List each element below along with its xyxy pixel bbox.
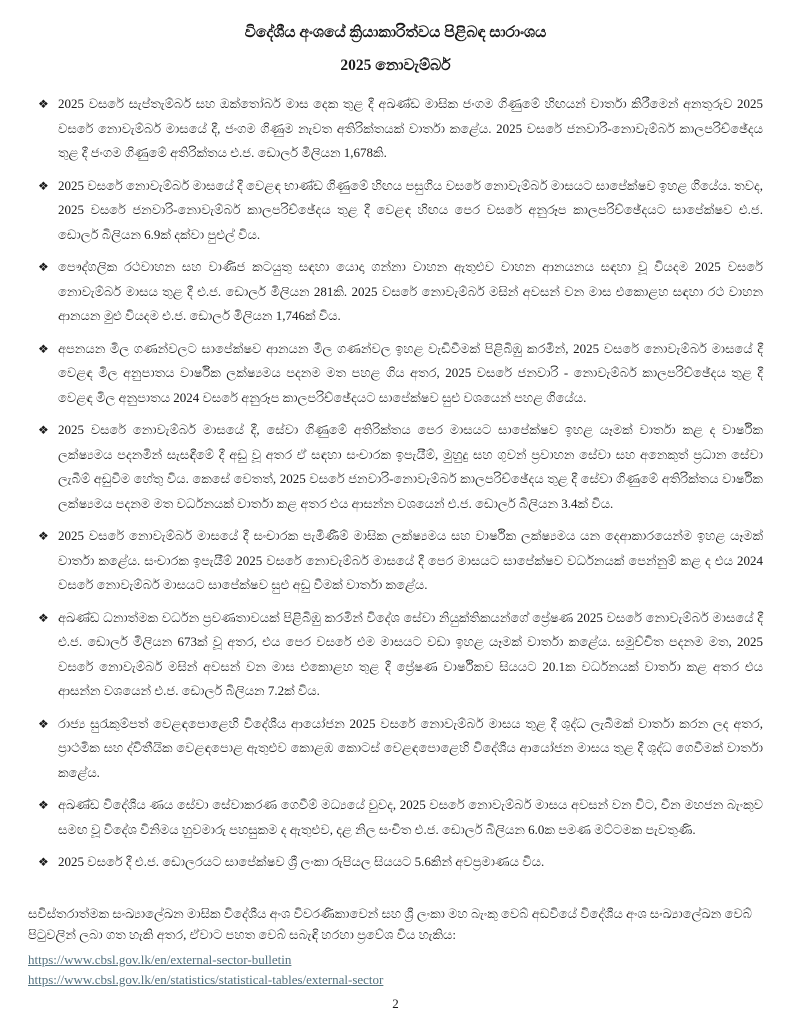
link-list (28, 950, 763, 990)
bullet-text: 2025 වසරේ නොවැම්බර් මාසයේ දී වෙළඳ භාණ්ඩ ගිණුමේ හිඟය පසුගිය වසරේ නොවැම්බර් මාසයට සාපේක්ෂව ඉහළ ගියේය. තවද, 2025 වසරේ ජනවාරි-නොවැම්බර් කාලපරිච්ඡේදය තුළ දී වෙළඳ හිඟය පෙර වසරේ අනුරූප කාලපරිච්ඡේදයට සාපේක්ෂව එ.ජ. ඩොලර් බිලියන 6.9ක් දක්වා පුළුල් විය. (58, 177, 763, 242)
page-subtitle: 2025 නොවැම්බර් (340, 57, 451, 74)
bullet-item (28, 174, 763, 248)
footer-note: සවිස්තරාත්මක සංඛ්‍යාලේඛන මාසික විදේශීය අංශ විවරණිකාවෙන් සහ ශ්‍රී ලංකා මහ බැංකු වෙබ් අඩවියේ විදේශීය අංශ සංඛ්‍යාලේඛන වෙබ් පිටුවලින් ලබා ගත හැකි අතර, ඒවාට පහත වෙබ් සබැඳි හරහා ප්‍රවේශ විය හැකිය: (28, 905, 752, 942)
diamond-bullet-icon: ❖ (38, 97, 49, 111)
external-sector-bulletin-link[interactable]: https://www.cbsl.gov.lk/en/external-sector-bulletin (28, 951, 292, 967)
bullet-text: පෞද්ගලික රථවාහන සහ වාණිජ කටයුතු සඳහා යොදා ගන්නා වාහන ඇතුළුව වාහන ආනයනය සඳහා වූ වියදම 2025 වසරේ නොවැම්බර් මාසය තුළ දී එ.ජ. ඩොලර් මිලියන 281කි. 2025 වසරේ නොවැම්බර් මසින් අවසන් වන මාස එකොළහ සඳහා රථ වාහන ආනයන මුළු වියදම එ.ජ. ඩොලර් මිලියන 1,746ක් විය. (58, 259, 763, 323)
bullet-item (28, 337, 763, 411)
bullet-text: 2025 වසරේ දී එ.ජ. ඩොලරයට සාපේක්ෂව ශ්‍රී ලංකා රුපියල සියයට 5.6කින් අවප්‍රමාණය විය. (58, 854, 545, 869)
page-title: විදේශීය අංශයේ ක්‍රියාකාරිත්වය පිළිබඳ සාරාංශය (244, 24, 547, 41)
bullet-item (28, 712, 763, 786)
bullet-item (28, 793, 763, 842)
bullet-text: 2025 වසරේ නොවැම්බර් මාසයේ දී, සේවා ගිණුමේ අතිරික්තය පෙර මාසයට සාපේක්ෂව ඉහළ යෑමක් වාර්තා කළ ද වාර්ෂික ලක්ෂ්‍යමය පදනමින් සැසඳීමේ දී අඩු වූ අතර ඒ සඳහා සංචාරක ඉපැයීම්, මුහුදු සහ ගුවන් ප්‍රවාහන සේවා සහ අනෙකුත් ප්‍රධාන සේවා ලැබීම් අඩුවීම හේතු විය. කෙසේ වෙතත්, 2025 වසරේ ජනවාරි-නොවැම්බර් කාලපරිච්ඡේදය තුළ දී සේවා ගිණුමේ අතිරික්තය වාර්ෂික ලක්ෂ්‍යමය පදනම මත වර්ධනයක් වාර්තා කළ අතර එය ආසන්න වශයෙන් එ.ජ. ඩොලර් බිලියන 3.4ක් විය. (58, 422, 763, 511)
bullet-text: අපනයන මිල ගණන්වලට සාපේක්ෂව ආනයන මිල ගණන්වල ඉහළ වැඩිවීමක් පිළිබිඹු කරමින්, 2025 වසරේ නොවැම්බර් මාසයේ දී වෙළඳ මිල අනුපාතය වාර්ෂික ලක්ෂ්‍යමය පදනම මත පහළ ගිය අතර, 2025 වසරේ ජනවාරි - නොවැම්බර් කාලපරිච්ඡේදය තුළ දී වෙළඳ මිල අනුපාතය 2024 වසරේ අනුරූප කාලපරිච්ඡේදයට සාපේක්ෂව සුළු වශයෙන් පහළ ගියේය. (58, 340, 763, 405)
diamond-bullet-icon: ❖ (38, 855, 49, 869)
bullet-item (28, 850, 763, 875)
diamond-bullet-icon: ❖ (38, 178, 49, 193)
bullet-item (28, 92, 763, 166)
diamond-bullet-icon: ❖ (38, 610, 49, 625)
bullet-list (28, 92, 763, 883)
diamond-bullet-icon: ❖ (38, 341, 49, 356)
bullet-item (28, 418, 763, 516)
bullet-item (28, 606, 763, 704)
diamond-bullet-icon: ❖ (38, 798, 49, 812)
bullet-text: රාජ්‍ය සුරැකුම්පත් වෙළඳපොළෙහි විදේශීය ආයෝජන 2025 වසරේ නොවැම්බර් මාසය තුළ දී ශුද්ධ ලැබීමක් වාර්තා කරන ලද අතර, ප්‍රාථමික සහ ද්විතීයික වෙළඳපොළ ඇතුළුව කොළඹ කොටස් වෙළඳපොළෙහි විදේශීය ආයෝජන මාසය තුළ දී ශුද්ධ ගෙවීමක් වාර්තා කළේය. (58, 715, 763, 780)
diamond-bullet-icon: ❖ (38, 423, 49, 437)
bullet-item (28, 524, 763, 598)
diamond-bullet-icon: ❖ (38, 260, 49, 274)
bullet-text: අඛණ්ඩ ධනාත්මක වර්ධන ප්‍රවණතාවයක් පිළිබිඹු කරමින් විදේශ සේවා නියුක්තිකයන්ගේ ප්‍රේෂණ 2025 වසරේ නොවැම්බර් මාසයේ දී එ.ජ. ඩොලර් මිලියන 673ක් වූ අතර, එය පෙර වසරේ එම මාසයට වඩා ඉහළ යෑමක් වාර්තා කළේය. සමුච්චිත පදනම මත, 2025 වසරේ නොවැම්බර් මසින් අවසන් වන මාස එකොළහ තුළ දී ප්‍රේෂණ වාර්ෂිකව සියයට 20.1ක වර්ධනයක් වාර්තා කළ අතර එය ආසන්න වශයෙන් එ.ජ. ඩොලර් බිලියන 7.2ක් විය. (58, 609, 763, 698)
page-number: 2 (392, 995, 399, 1011)
bullet-text: 2025 වසරේ නොවැම්බර් මාසයේ දී සංචාරක පැමිණීම් මාසික ලක්ෂ්‍යමය සහ වාර්ෂික ලක්ෂ්‍යමය යන දෙආකාරයෙන්ම ඉහළ යෑමක් වාර්තා කළේය. සංචාරක ඉපැයීම් 2025 වසරේ නොවැම්බර් මාසයේ දී පෙර මාසයට සාපේක්ෂව වර්ධනයක් පෙන්නුම් කළ ද එය 2024 වසරේ නොවැම්බර් මාසයට සාපේක්ෂව සුළු අඩු වීමක් වාර්තා කළේය. (58, 528, 763, 592)
diamond-bullet-icon: ❖ (38, 529, 49, 543)
bullet-text: 2025 වසරේ සැප්තැම්බර් සහ ඔක්තෝබර් මාස දෙක තුළ දී අඛණ්ඩ මාසික ජංගම ගිණුමේ හිඟයන් වාර්තා කිරීමෙන් අනතුරුව 2025 වසරේ නොවැම්බර් මාසයේ දී, ජංගම ගිණුම නැවත අතිරික්තයක් වාර්තා කළේය. 2025 වසරේ ජනවාරි-නොවැම්බර් කාලපරිච්ඡේදය තුළ දී ජංගම ගිණුමේ අතිරික්තය එ.ජ. ඩොලර් මිලියන 1,678කි. (58, 96, 763, 160)
bullet-item (28, 255, 763, 329)
bullet-text: අඛණ්ඩ විදේශීය ණය සේවා සේවාකරණ ගෙවීම් මධ්‍යයේ වුවද, 2025 වසරේ නොවැම්බර් මාසය අවසන් වන විට, චීන මහජන බැංකුව සමඟ වූ විදේශ විනිමය හුවමාරු පහසුකම ද ඇතුළුව, දළ නිල සංචිත එ.ජ. ඩොලර් බිලියන 6.0ක පමණ මට්ටමක පැවතුණි. (58, 797, 763, 837)
diamond-bullet-icon: ❖ (38, 716, 49, 731)
statistical-tables-external-sector-link[interactable]: https://www.cbsl.gov.lk/en/statistics/statistical-tables/external-sector (28, 971, 384, 987)
